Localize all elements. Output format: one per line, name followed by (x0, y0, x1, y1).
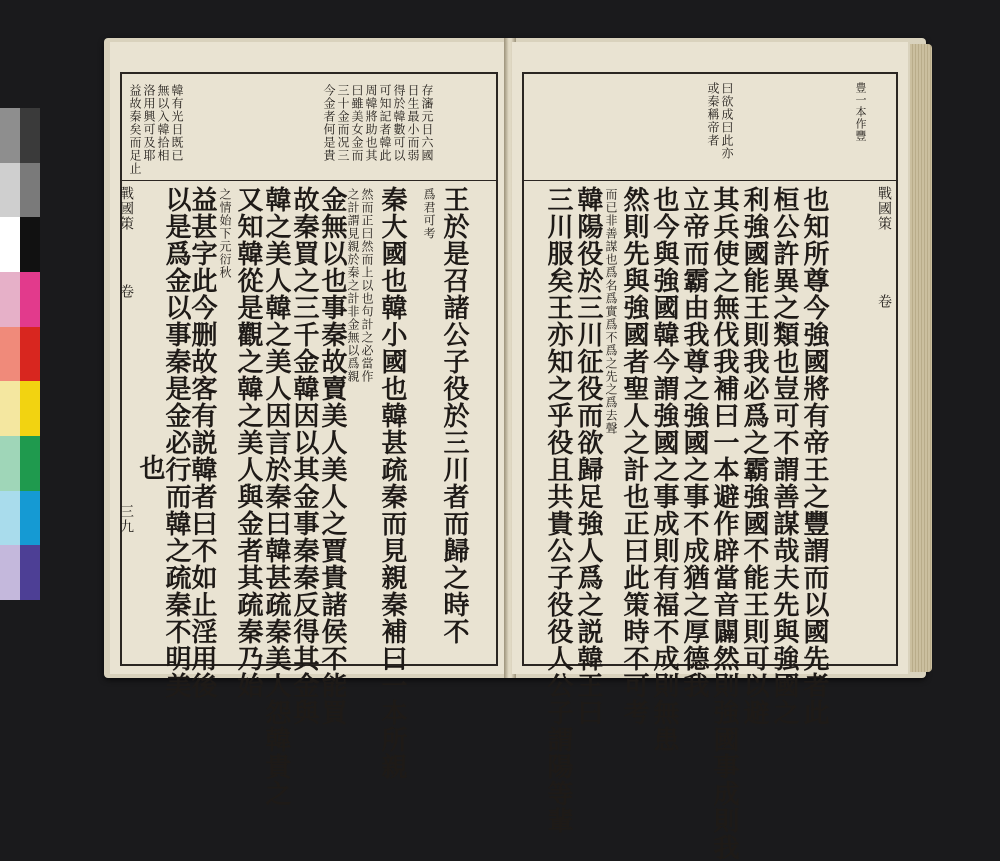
commentary-column: 而已非善謀也爲名爲實爲不爲之先之爲去聲 (604, 188, 618, 435)
headnote: 周韓將助也其 (364, 84, 378, 162)
margin-title: 戰國策 (876, 186, 892, 231)
text-column: 又知韓從是觀之韓之美人與金者其疏秦乃始 (233, 186, 263, 699)
color-swatch (0, 217, 20, 272)
color-swatch (20, 491, 40, 546)
color-swatch (0, 272, 20, 327)
text-column: 金無以也事秦故賣美人美人之賈貴諸侯不能買 (317, 186, 347, 726)
headnote: 或秦稱帝者 (706, 82, 720, 147)
margin-folio: 三九 (118, 504, 134, 534)
commentary-column: 爲君可考 (422, 188, 436, 240)
text-column: 秦大國也韓小國也韓甚疏秦而見親秦補曰一本所親 (377, 186, 407, 780)
text-column: 也今與強國韓今謂強國之事成則有福不成則無患 (649, 186, 679, 753)
color-swatch (0, 436, 20, 491)
headnote: 曰欲成曰此亦 (720, 82, 734, 160)
text-column: 三川服矣王亦知之乎役且共貴公子役役人公子謂陽等輩 (543, 186, 573, 834)
color-swatch (20, 545, 40, 600)
open-book (104, 38, 926, 861)
commentary-column: 然而正曰然而上以也句計之必當作 (360, 188, 374, 383)
text-column: 益甚字此今删故客有説韓者曰不如止淫用後 (187, 186, 217, 699)
text-column: 韓陽役於三川征役而欲歸足強人爲之説韓王曰 (573, 186, 603, 726)
color-swatch (0, 163, 20, 218)
color-swatch (0, 108, 20, 163)
right-text-frame (522, 72, 898, 861)
text-column: 其兵使之無伐我補曰一本避作辟當音闢然則強國事成則我 (709, 186, 739, 861)
text-column: 王於是召諸公子役於三川者而歸之時不 (439, 186, 469, 645)
color-swatch (20, 217, 40, 272)
color-calibration-strip (0, 108, 40, 600)
headnote: 豊一本作豐 (854, 82, 867, 142)
text-column: 也知所尊今強國將有帝王之豐謂而以國先者此 (799, 186, 829, 726)
color-swatch (20, 272, 40, 327)
text-column: 也 (135, 454, 165, 481)
text-column: 桓公許異之類也豈可不謂善謀哉夫先與強國之 (769, 186, 799, 726)
color-swatch (20, 327, 40, 382)
color-swatch (20, 108, 40, 163)
headnote: 韓有光日既已 (170, 84, 184, 162)
commentary-column: 之情始下元衍秋 (218, 188, 232, 279)
headnote: 無以入韓拾相 (156, 84, 170, 162)
color-swatch (0, 381, 20, 436)
headnote: 曰雖美女金而 (350, 84, 364, 162)
headnote: 三十金而况三 (336, 84, 350, 162)
color-swatch (0, 327, 20, 382)
color-swatch (20, 381, 40, 436)
text-column: 立帝而霸由我尊之強國之事不成猶之厚德我 (679, 186, 709, 699)
right-page (512, 42, 908, 861)
color-swatch (20, 436, 40, 491)
page-edges (910, 44, 932, 672)
headnote: 日生最小而弱 (406, 84, 420, 162)
color-swatch (0, 491, 20, 546)
margin-volume: 卷 (118, 284, 134, 299)
margin-volume: 卷 (876, 294, 892, 309)
headnote: 洛用興可及耶 (142, 84, 156, 162)
commentary-column: 之計謂見親於秦之計非金無以爲親 (346, 188, 360, 383)
color-swatch (0, 545, 20, 600)
left-text-frame (118, 72, 498, 807)
text-column: 然則先與強國者聖人之計也正曰此策時不可考 (619, 186, 649, 726)
headnote: 存瀋元日六國 (420, 84, 434, 162)
headnote: 得於韓數可以 (392, 84, 406, 162)
headnote: 今金者何是貴 (322, 84, 336, 162)
text-column: 韓之美人韓之美人因言於秦曰韓甚疏秦美人怨韓貴之 (261, 186, 291, 807)
headnote: 益故秦矣而足止 (128, 84, 142, 175)
margin-title: 戰國策 (118, 186, 134, 231)
text-column: 以是爲金以事秦是金必行而韓之疏秦不明美 (161, 186, 191, 699)
left-page (110, 42, 510, 807)
color-swatch (20, 163, 40, 218)
text-column: 故秦買之三千金韓因以其金事秦秦反得其金與 (289, 186, 319, 726)
headnote: 可知記者韓此 (378, 84, 392, 162)
text-column: 利強國能王則我必爲之霸強國不能王則可以避 (739, 186, 769, 726)
